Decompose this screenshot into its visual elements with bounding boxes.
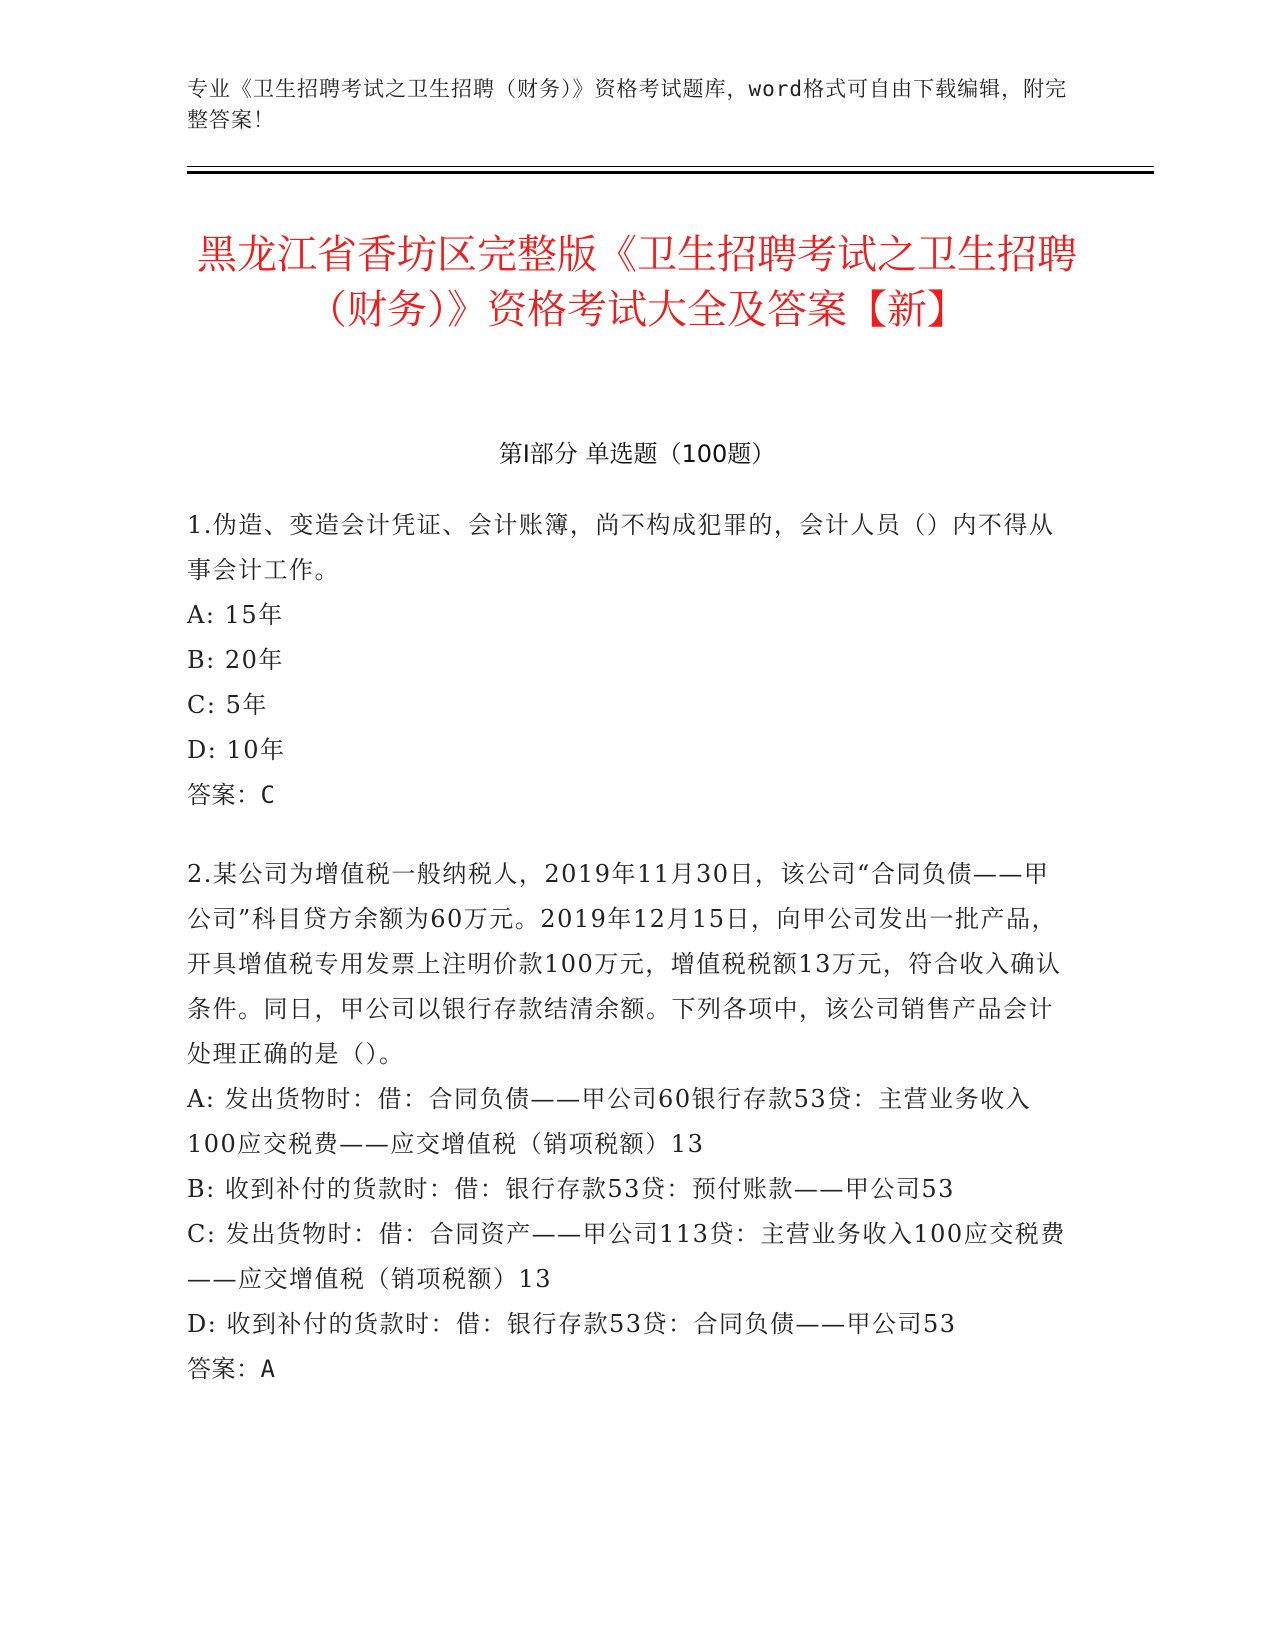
option-c: C: 发出货物时：借：合同资产——甲公司113贷：主营业务收入100应交税费——应交增值税（销项税额）13 [187, 1220, 1066, 1293]
answer-value: A [260, 1355, 276, 1383]
answer-line [187, 773, 1067, 818]
document-title: 黑龙江省香坊区完整版《卫生招聘考试之卫生招聘（财务）》资格考试大全及答案【新】 [197, 232, 1077, 333]
answer-label: 答案： [187, 1355, 261, 1383]
option-b: B: 20年 [187, 646, 284, 674]
question-2 [187, 852, 1067, 1392]
header-note: 专业《卫生招聘考试之卫生招聘（财务）》资格考试题库，word格式可自由下载编辑，附完整答案！ [187, 77, 1068, 132]
option-d: D: 10年 [187, 736, 286, 764]
question-stem: 2.某公司为增值税一般纳税人，2019年11月30日，该公司“合同负债——甲公司”科目贷方余额为60万元。2019年12月15日，向甲公司发出一批产品，开具增值税专用发票上注明价款100万元，增值税税额13万元，符合收入确认条件。同日，甲公司以银行存款结清余额。下列各项中，该公司销售产品会计处理正确的是（）。 [187, 860, 1062, 1068]
answer-line [187, 1347, 1067, 1392]
section-heading: 第Ⅰ部分 单选题（100题） [498, 440, 776, 468]
question-stem: 1.伪造、变造会计凭证、会计账簿，尚不构成犯罪的，会计人员（）内不得从事会计工作。 [187, 511, 1055, 584]
answer-label: 答案： [187, 781, 261, 809]
question-1 [187, 503, 1067, 818]
option-b: B: 收到补付的货款时：借：银行存款53贷：预付账款——甲公司53 [187, 1175, 955, 1203]
answer-value: C [260, 781, 276, 809]
option-c: C: 5年 [187, 691, 268, 719]
header-divider-thick [187, 171, 1154, 174]
option-d: D: 收到补付的货款时：借：银行存款53贷：合同负债——甲公司53 [187, 1310, 957, 1338]
option-a: A: 15年 [187, 601, 284, 629]
option-a: A: 发出货物时：借：合同负债——甲公司60银行存款53贷：主营业务收入100应交税费——应交增值税（销项税额）13 [187, 1085, 1032, 1158]
header-divider-thin [187, 166, 1154, 167]
